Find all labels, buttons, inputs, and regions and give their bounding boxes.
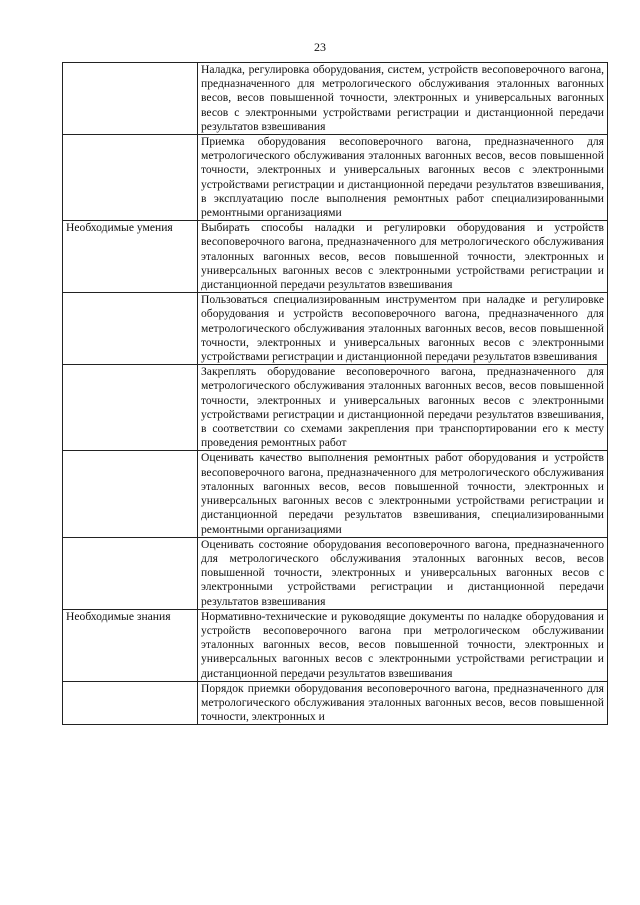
row-label	[63, 451, 198, 537]
row-label	[63, 63, 198, 135]
row-text: Оценивать состояние оборудования весоповерочного вагона, предназначенного для метрологического обслуживания эталонных вагонных весов, весов повышенной точности, электронных и универсальных вагонных весов с электронными устройствами регистрации и дистанционной передачи результатов взвешивания	[198, 537, 608, 609]
table-row	[63, 451, 608, 537]
page-number: 23	[314, 40, 326, 54]
row-text: Приемка оборудования весоповерочного вагона, предназначенного для метрологического обслуживания эталонных вагонных весов, весов повышенной точности, электронных и универсальных вагонных весов с электронными устройствами регистрации и дистанционной передачи результатов взвешивания, в эксплуатацию после выполнения ремонтных работ специализированными ремонтными организациями	[198, 135, 608, 221]
row-label	[63, 365, 198, 451]
row-text: Оценивать качество выполнения ремонтных работ оборудования и устройств весоповерочного вагона, предназначенного для метрологического обслуживания эталонных вагонных весов, весов повышенной точности, электронных и универсальных вагонных весов с электронными устройствами регистрации и дистанционной передачи результатов взвешивания, специализированными ремонтными организациями	[198, 451, 608, 537]
table-row	[63, 221, 608, 293]
row-text: Пользоваться специализированным инструментом при наладке и регулировке оборудования и устройств весоповерочного вагона, предназначенного для метрологического обслуживания эталонных вагонных весов, весов повышенной точности, электронных и универсальных вагонных весов с электронными устройствами регистрации и дистанционной передачи результатов взвешивания	[198, 293, 608, 365]
table-row	[63, 537, 608, 609]
row-label	[63, 135, 198, 221]
row-text: Нормативно-технические и руководящие документы по наладке оборудования и устройств весоповерочного вагона при метрологическом обслуживании эталонных вагонных весов, весов повышенной точности, электронных и универсальных вагонных весов с электронными устройствами регистрации и дистанционной передачи результатов взвешивания	[198, 609, 608, 681]
row-label	[63, 293, 198, 365]
row-text: Наладка, регулировка оборудования, систем, устройств весоповерочного вагона, предназначенного для метрологического обслуживания эталонных вагонных весов, весов повышенной точности, электронных и универсальных вагонных весов с электронными устройствами регистрации и дистанционной передачи результатов взвешивания	[198, 63, 608, 135]
requirements-table	[62, 62, 608, 725]
row-label: Необходимые умения	[63, 221, 198, 293]
table-row	[63, 63, 608, 135]
table-row	[63, 135, 608, 221]
row-label: Необходимые знания	[63, 609, 198, 681]
row-text: Выбирать способы наладки и регулировки оборудования и устройств весоповерочного вагона, предназначенного для метрологического обслуживания эталонных вагонных весов, весов повышенной точности, электронных и универсальных вагонных весов с электронными устройствами регистрации и дистанционной передачи результатов взвешивания	[198, 221, 608, 293]
table-row	[63, 609, 608, 681]
table-row	[63, 365, 608, 451]
table-row	[63, 293, 608, 365]
row-text: Порядок приемки оборудования весоповерочного вагона, предназначенного для метрологического обслуживания эталонных вагонных весов, весов повышенной точности, электронных и	[198, 681, 608, 725]
table-row	[63, 681, 608, 725]
row-label	[63, 681, 198, 725]
row-text: Закреплять оборудование весоповерочного вагона, предназначенного для метрологического обслуживания эталонных вагонных весов, весов повышенной точности, электронных и универсальных вагонных весов с электронными устройствами регистрации и дистанционной передачи результатов взвешивания, в соответствии со схемами закрепления при транспортировании его к месту проведения ремонтных работ	[198, 365, 608, 451]
row-label	[63, 537, 198, 609]
